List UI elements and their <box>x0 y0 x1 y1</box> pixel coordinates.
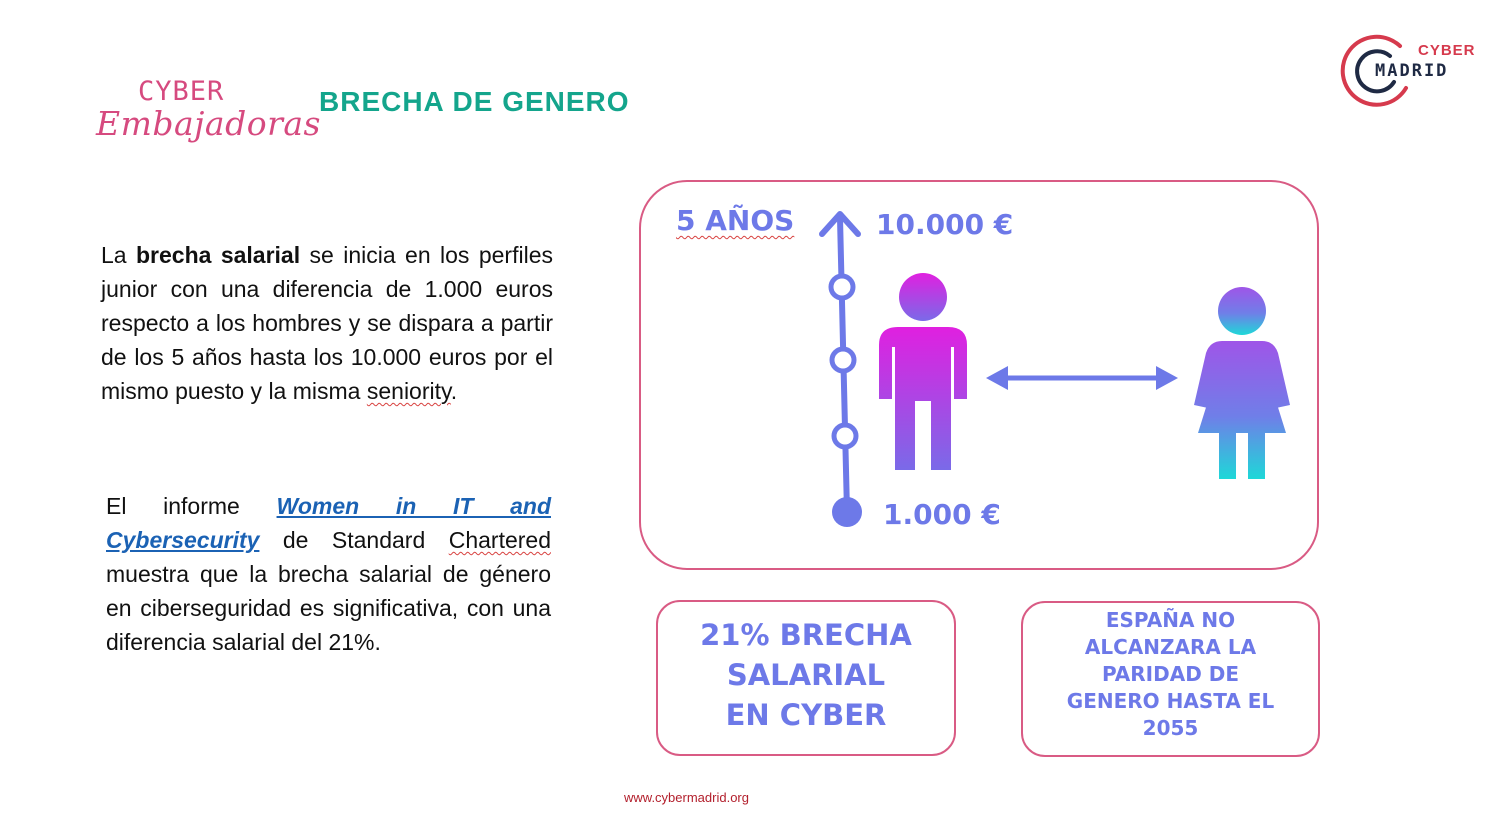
parity-stat-box <box>1021 601 1320 757</box>
page-title: BRECHA DE GENERO <box>319 86 630 117</box>
para1-text-a: La <box>101 242 136 268</box>
logo-cyber-text: CYBER <box>138 76 225 107</box>
gender-figures-illustration <box>870 265 1310 495</box>
para2-text-b: de Standard <box>259 527 449 553</box>
woman-icon <box>1194 287 1290 479</box>
report-link[interactable]: Women in IT and Cybersecurity <box>106 493 551 553</box>
para2-text-c: muestra que la brecha salarial de género en ciberseguridad es significativa, con una diferencia salarial del 21%. <box>106 561 551 655</box>
report-paragraph <box>106 489 551 659</box>
low-salary-label: 1.000 € <box>883 498 1001 531</box>
para1-text-b: se inicia en los perfiles junior con una diferencia de 1.000 euros respecto a los hombres y se dispara a partir de los 5 años hasta los 10.000 euros por el mismo puesto y la misma <box>101 242 553 404</box>
para2-flagged-word: Chartered <box>448 527 551 553</box>
para1-bold-term: brecha salarial <box>136 242 301 268</box>
years-label: 5 AÑOS <box>676 204 795 237</box>
man-icon <box>879 273 967 470</box>
para2-text-a: El informe <box>106 493 277 519</box>
brand-cyber-text: CYBER <box>1418 42 1476 59</box>
para1-text-end: . <box>450 378 458 404</box>
salary-gap-stat-text: 21% BRECHA SALARIAL EN CYBER <box>700 618 912 732</box>
salary-gap-stat-box <box>656 600 956 756</box>
brand-madrid-text: MADRID <box>1375 61 1449 81</box>
parity-stat-text: ESPAÑA NO ALCANZARA LA PARIDAD DE GENERO HASTA EL 2055 <box>1066 607 1275 740</box>
salary-gap-paragraph <box>101 238 553 408</box>
double-arrow-icon <box>986 366 1178 390</box>
footer-url-link[interactable]: www.cybermadrid.org <box>624 790 749 805</box>
logo-embajadoras-text: Embajadoras <box>96 104 321 143</box>
para1-flagged-word: seniority <box>366 378 451 404</box>
high-salary-label: 10.000 € <box>876 208 1014 241</box>
